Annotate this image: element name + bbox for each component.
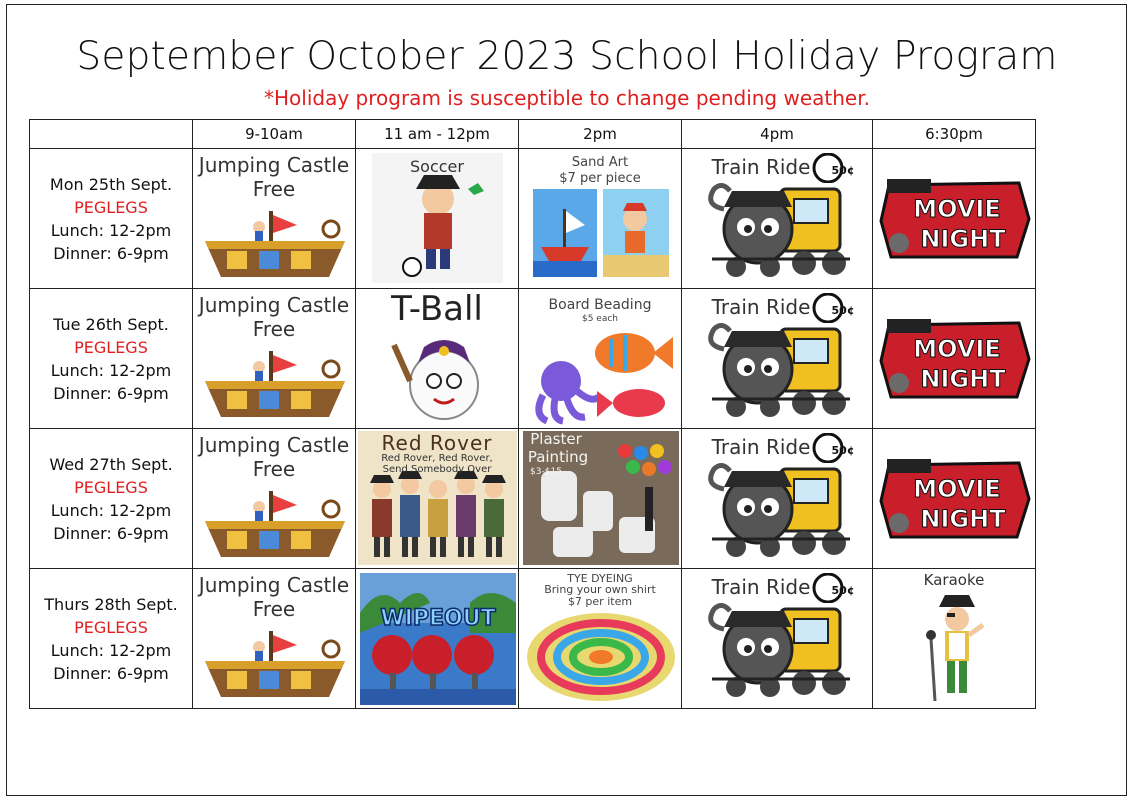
plaster-price: $3-$15 [530,467,562,477]
header-2pm: 2pm [519,120,682,149]
movie-night-cell [873,149,1036,289]
lunch-hours: Lunch: 12-2pm [50,220,172,240]
day-cell-mon [30,149,193,289]
day-cell-tue [30,289,193,429]
sand-art-cell [519,149,682,289]
wipeout-label: WIPEOUT [380,606,496,631]
train-ride-price: 50¢ [831,584,855,597]
train-ride-label: Train Ride [711,575,811,599]
club-label: PEGLEGS [74,337,148,357]
day-cell-wed [30,429,193,569]
day-row-tue [30,289,1036,429]
lunch-hours: Lunch: 12-2pm [50,360,172,380]
header-4pm: 4pm [682,120,873,149]
header-9-10am: 9-10am [193,120,356,149]
train-ride-label: Train Ride [711,295,811,319]
day-row-mon [30,149,1036,289]
movie-night-icon [879,175,1031,265]
day-label: Tue 26th Sept. [53,314,169,334]
movie-label-text: MOVIE [913,475,1001,503]
club-label: PEGLEGS [74,617,148,637]
movie-label-text: MOVIE [913,195,1001,223]
soccer-cell [356,149,519,289]
movie-night-icon [879,455,1031,545]
plaster-label-line2: Painting [527,448,589,466]
tye-dyeing-label: TYE DYEING [567,572,633,585]
night-label-text: NIGHT [920,505,1006,533]
sand-art-label: Sand Art [571,155,629,170]
board-beading-label: Board Beading [548,297,652,313]
sand-art-price: $7 per piece [559,171,641,186]
lunch-hours: Lunch: 12-2pm [50,500,172,520]
day-row-thurs [30,569,1036,709]
jumping-castle-cell [193,429,356,569]
pirate-ship-castle-icon [201,491,349,563]
train-ride-label: Train Ride [711,155,811,179]
plaster-painting-cell [519,429,682,569]
page-title: September October 2023 School Holiday Program [76,34,1058,79]
baseball-pirate-icon [390,329,490,425]
train-ride-price: 50¢ [831,164,855,177]
train-ride-price: 50¢ [831,304,855,317]
club-label: PEGLEGS [74,477,148,497]
movie-night-cell [873,429,1036,569]
jumping-castle-price: Free [252,457,296,481]
train-ride-cell [682,289,873,429]
header-630pm: 6:30pm [873,120,1036,149]
tball-cell [356,289,519,429]
movie-label-text: MOVIE [913,335,1001,363]
tye-dyeing-cell [519,569,682,709]
red-rover-label: Red Rover [381,431,493,455]
movie-night-icon [879,315,1031,405]
day-cell-thurs [30,569,193,709]
pirate-ship-castle-icon [201,211,349,283]
bead-animals-icon [527,325,675,425]
day-label: Thurs 28th Sept. [44,594,178,614]
sand-art-icon [533,189,669,281]
jumping-castle-cell [193,569,356,709]
jumping-castle-label: Jumping Castle [198,433,350,457]
jumping-castle-label: Jumping Castle [198,573,350,597]
jumping-castle-cell [193,149,356,289]
schedule-table [29,119,1036,709]
red-rover-sub1: Red Rover, Red Rover, [381,453,493,464]
night-label-text: NIGHT [920,365,1006,393]
train-ride-cell [682,429,873,569]
red-rover-sub2: Send Somebody Over [382,464,492,475]
pirate-ship-castle-icon [201,631,349,703]
karaoke-cell [873,569,1036,709]
train-ride-price: 50¢ [831,444,855,457]
day-label: Wed 27th Sept. [49,454,173,474]
train-ride-label: Train Ride [711,435,811,459]
tball-label: T-Ball [391,289,483,329]
tye-dyeing-price: $7 per item [567,595,633,608]
header-blank [30,120,193,149]
train-ride-cell [682,569,873,709]
header-11am-12pm: 11 am - 12pm [356,120,519,149]
club-label: PEGLEGS [74,197,148,217]
wipeout-cell [356,569,519,709]
jumping-castle-cell [193,289,356,429]
jumping-castle-price: Free [252,597,296,621]
train-icon [700,319,862,419]
header-row [30,120,1036,149]
jumping-castle-label: Jumping Castle [198,153,350,177]
train-icon [700,459,862,559]
dinner-hours: Dinner: 6-9pm [53,523,169,543]
night-label-text: NIGHT [920,225,1006,253]
day-row-wed [30,429,1036,569]
jumping-castle-label: Jumping Castle [198,293,350,317]
soccer-label: Soccer [410,157,464,176]
train-icon [700,599,862,699]
dinner-hours: Dinner: 6-9pm [53,243,169,263]
tie-dye-icon [525,609,677,703]
tye-dyeing-sub: Bring your own shirt [544,583,656,596]
train-icon [700,179,862,279]
movie-night-cell [873,289,1036,429]
wipeout-course-icon [360,573,516,705]
jumping-castle-price: Free [252,317,296,341]
day-label: Mon 25th Sept. [49,174,173,194]
pirate-ship-castle-icon [201,351,349,423]
weather-note: *Holiday program is susceptible to change pending weather. [264,86,870,110]
lunch-hours: Lunch: 12-2pm [50,640,172,660]
board-beading-cell [519,289,682,429]
red-rover-cell [356,429,519,569]
dinner-hours: Dinner: 6-9pm [53,383,169,403]
dinner-hours: Dinner: 6-9pm [53,663,169,683]
jumping-castle-price: Free [252,177,296,201]
karaoke-label: Karaoke [923,571,985,589]
board-beading-price: $5 each [581,314,619,324]
plaster-label-line1: Plaster [530,430,582,448]
karaoke-pirate-icon [919,591,991,703]
train-ride-cell [682,149,873,289]
